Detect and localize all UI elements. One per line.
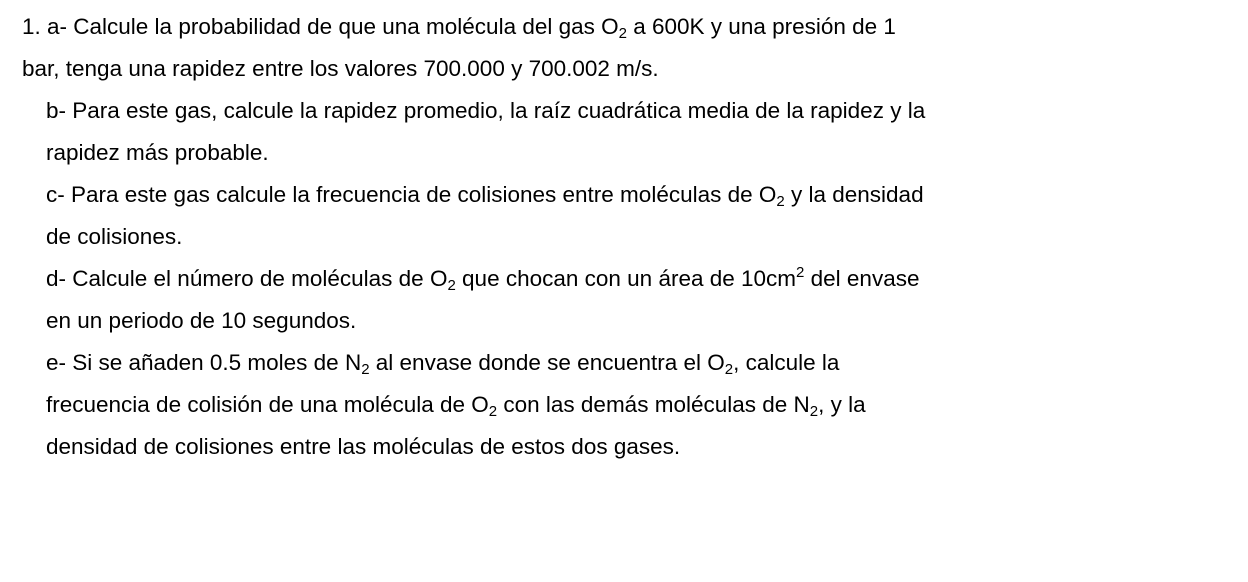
part-d-line-1 xyxy=(22,258,1222,300)
part-b-line-2: rapidez más probable. xyxy=(46,140,269,165)
text-segment: d- Calcule el número de moléculas de O xyxy=(46,266,448,291)
subscript: 2 xyxy=(361,361,370,378)
text-segment: con las demás moléculas de N xyxy=(497,392,810,417)
subscript: 2 xyxy=(724,361,734,378)
text-segment: , calcule la xyxy=(733,350,840,375)
text-segment: e- Si se añaden 0.5 moles de N xyxy=(46,350,362,375)
text-segment: c- Para este gas calcule la frecuencia de colisiones entre moléculas de O xyxy=(46,182,777,207)
subscript: 2 xyxy=(618,25,627,42)
subscript: 2 xyxy=(776,193,785,210)
part-c-line-2: de colisiones. xyxy=(46,224,183,249)
text-segment: que chocan con un área de 10cm xyxy=(455,266,797,291)
part-b-line-1: b- Para este gas, calcule la rapidez promedio, la raíz cuadrática media de la rapidez y la xyxy=(46,98,926,123)
subscript: 2 xyxy=(447,277,456,294)
text-segment: y la densidad xyxy=(784,182,924,207)
subscript: 2 xyxy=(809,403,819,420)
text-segment: , y la xyxy=(818,392,866,417)
text-segment: a 600K y una presión de 1 xyxy=(626,14,896,39)
problem-document xyxy=(22,0,1222,468)
part-a-line-2: bar, tenga una rapidez entre los valores 700.000 y 700.002 m/s. xyxy=(22,56,659,81)
text-segment: del envase xyxy=(804,266,920,291)
part-e-line-2 xyxy=(22,384,1222,426)
subscript: 2 xyxy=(488,403,498,420)
superscript: 2 xyxy=(796,264,805,281)
text-segment: frecuencia de colisión de una molécula de O xyxy=(46,392,489,417)
part-e-line-1 xyxy=(22,342,1222,384)
part-d-line-2: en un periodo de 10 segundos. xyxy=(46,308,357,333)
text-segment: al envase donde se encuentra el O xyxy=(369,350,725,375)
text-segment: 1. a- Calcule la probabilidad de que una molécula del gas O xyxy=(22,14,619,39)
part-a-line-1 xyxy=(22,6,1222,48)
part-e-line-3: densidad de colisiones entre las moléculas de estos dos gases. xyxy=(46,434,681,459)
part-c-line-1 xyxy=(22,174,1222,216)
